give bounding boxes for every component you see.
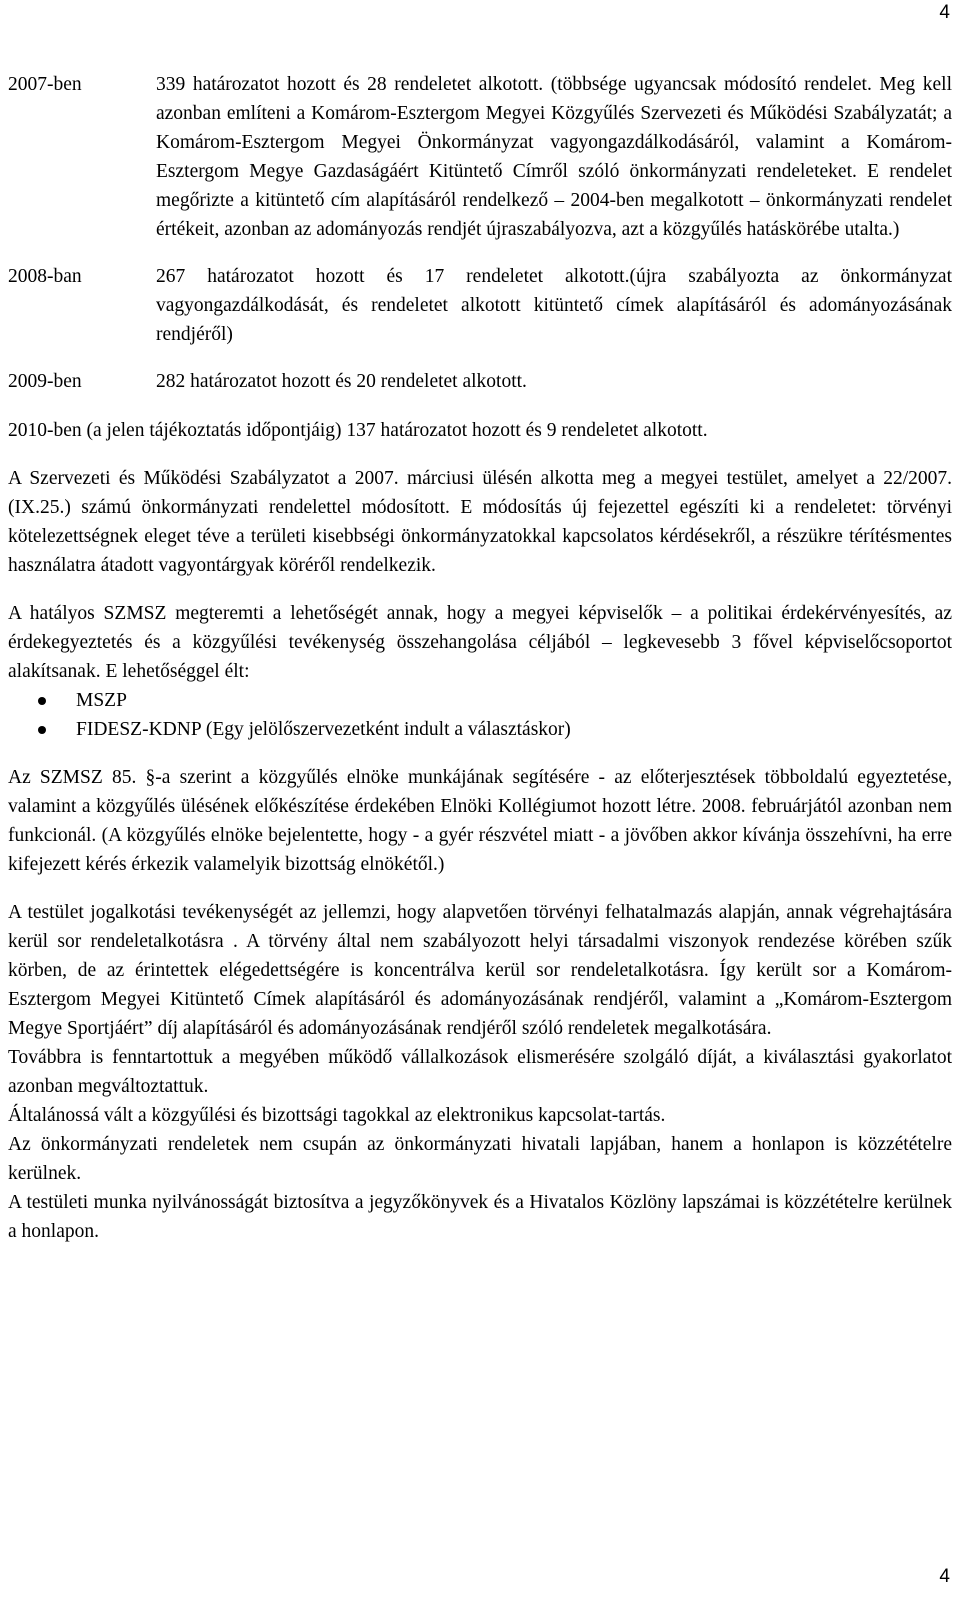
paragraph-testuleti: A testületi munka nyilvánosságát biztosítva a jegyzőkönyvek és a Hivatalos Közlöny lapszámai is közzétételre kerülnek a honlapon. — [8, 1192, 952, 1242]
year-entry-2008 — [8, 262, 952, 349]
year-label: 2007-ben — [8, 74, 82, 95]
bullet-icon — [38, 726, 46, 734]
paragraph-2010: 2010-ben (a jelen tájékoztatás időpontjáig) 137 határozatot hozott és 9 rendeletet alkotott. — [8, 420, 708, 441]
page-number-top: 4 — [939, 2, 950, 23]
year-text: 267 határozatot hozott és 17 rendeletet alkotott.(újra szabályozta az önkormányzat vagyongazdálkodását, és rendeletet alkotott kitüntető címek alapításáról és adományozásának rendjéről) — [156, 266, 952, 345]
list-item: MSZP — [8, 686, 952, 715]
document-body — [8, 70, 952, 1246]
faction-list — [8, 686, 952, 744]
paragraph-rendeletek: Az önkormányzati rendeletek nem csupán az önkormányzati hivatali lapjában, hanem a honlapon is közzétételre kerülnek. — [8, 1134, 952, 1184]
year-text: 282 határozatot hozott és 20 rendeletet alkotott. — [156, 371, 527, 392]
year-entry-2007 — [8, 70, 952, 244]
year-entry-2009 — [8, 367, 952, 396]
year-label: 2009-ben — [8, 371, 82, 392]
paragraph-altalanossa: Általánossá vált a közgyűlési és bizottsági tagokkal az elektronikus kapcsolat-tartás. — [8, 1105, 666, 1126]
paragraph-hatalyos-szmsz: A hatályos SZMSZ megteremti a lehetőségét annak, hogy a megyei képviselők – a politikai érdekérvényesítés, az érdekegyeztetés és a közgyűlési tevékenység összehangolása céljából – legkevesebb 3 fővel képviselőcsoportot alakítsanak. E lehetőséggel élt: — [8, 603, 952, 682]
year-text: 339 határozatot hozott és 28 rendeletet alkotott. (többsége ugyancsak módosító rendelet. Meg kell azonban említeni a Komárom-Esztergom Megyei Közgyűlés Szervezeti és Működési Szabályzatát; a Komárom-Esztergom Megyei Önkormányzat vagyongazdálkodásáról, valamint a Komárom-Esztergom Megye Gazdaságáért Kitüntető Címről szóló önkormányzati rendeleteket. E rendelet megőrizte a kitüntető cím alapításáról rendelkező – 2004-ben megalkotott – önkormányzati rendelet értékeit, azonban az adományozás rendjét újraszabályozva, azt a közgyűlés hatáskörébe utalta.) — [156, 74, 952, 240]
paragraph-szmsz: A Szervezeti és Működési Szabályzatot a 2007. márciusi ülésén alkotta meg a megyei testület, amelyet a 22/2007. (IX.25.) számú önkormányzati rendelettel módosított. E módosítás új fejezettel egészíti ki a rendeletet: törvényi kötelezettségnek eleget téve a területi kisebbségi önkormányzatokkal kapcsolatos kérdésekről, a részükre térítésmentes használatra átadott vagyontárgyak köréről rendelkezik. — [8, 468, 952, 576]
list-item: FIDESZ-KDNP (Egy jelölőszervezetként indult a választáskor) — [8, 715, 952, 744]
paragraph-tovabbra: Továbbra is fenntartottuk a megyében működő vállalkozások elismerésére szolgáló díját, a kiválasztási gyakorlatot azonban megváltoztattuk. — [8, 1047, 952, 1097]
paragraph-jogalkotas: A testület jogalkotási tevékenységét az jellemzi, hogy alapvetően törvényi felhatalmazás alapján, annak végrehajtására kerül sor rendeletalkotásra . A törvény által nem szabályozott helyi társadalmi viszonyok rendezése körében szűk körben, de az érintettek elégedettségére is koncentrálva kerül sor rendeletalkotásra. Így került sor a Komárom-Esztergom Megyei Kitüntető Címek alapításáról és adományozásának rendjéről, valamint a „Komárom-Esztergom Megye Sportjáért” díj alapításáról és adományozásának rendjéről szóló rendeletek megalkotására. — [8, 902, 952, 1039]
paragraph-szmsz-85: Az SZMSZ 85. §-a szerint a közgyűlés elnöke munkájának segítésére - az előterjesztések többoldalú egyeztetése, valamint a közgyűlés ülésének előkészítése érdekében Elnöki Kollégiumot hozott létre. 2008. februárjától azonban nem funkcionál. (A közgyűlés elnöke bejelentette, hogy - a gyér részvétel miatt - a jövőben akkor kívánja összehívni, ha erre kifejezett kérés érkezik valamelyik bizottság elnökétől.) — [8, 767, 952, 875]
bullet-icon — [38, 697, 46, 705]
year-label: 2008-ban — [8, 266, 82, 287]
page-number-bottom: 4 — [939, 1566, 950, 1587]
